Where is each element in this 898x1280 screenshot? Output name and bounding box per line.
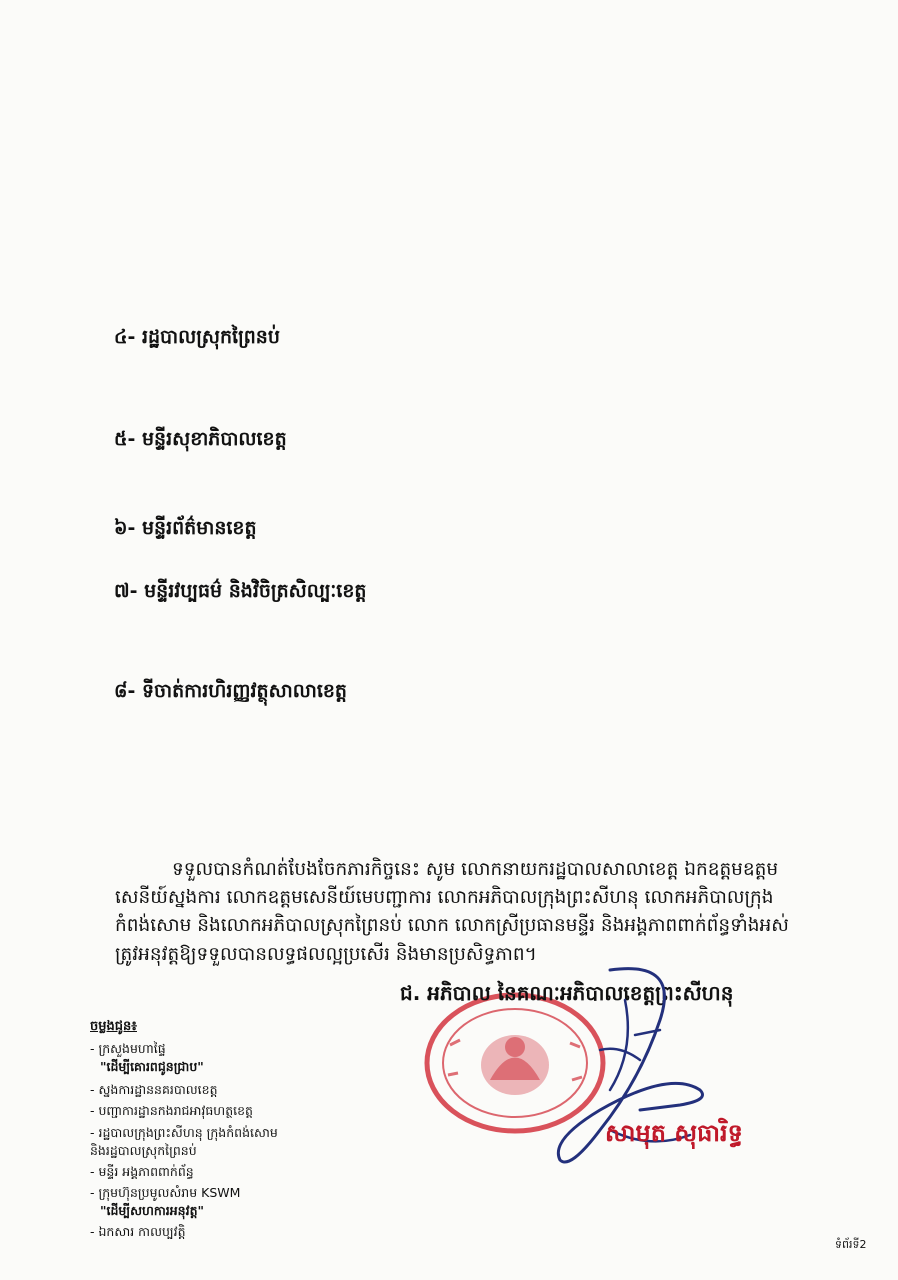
page-number: ទំព័រទី2 xyxy=(835,1238,867,1251)
cc-note: "ដើម្បីគោរពជូនជ្រាប" xyxy=(100,1059,204,1074)
cc-item: - ស្នងការដ្ឋាននគរបាលខេត្ត xyxy=(90,1082,218,1097)
cc-item: - ក្រុមហ៊ុនប្រមូលសំរាម KSWM xyxy=(90,1185,241,1200)
closing-line-2: សេនីយ៍ស្នងការ លោកឧត្តមសេនីយ៍មេបញ្ជាការ លោកអភិបាលក្រុងព្រះសីហនុ លោកអភិបាលក្រុង xyxy=(115,887,774,908)
signature-title: ជ. អភិបាល នៃគណៈអភិបាលខេត្តព្រះសីហនុ xyxy=(400,981,734,1005)
section-heading-7: ៧- មន្ទីរវប្បធម៌ និងវិចិត្រសិល្បៈខេត្ត xyxy=(114,580,367,602)
cc-heading: ចម្លងជូន៖ xyxy=(90,1019,137,1034)
signer-name: សាមុត សុធារិទ្ធ xyxy=(605,1119,743,1147)
cc-item: និងរដ្ឋបាលស្រុកព្រៃនប់ xyxy=(90,1143,197,1158)
section-heading-8: ៨- ទីចាត់ការហិរញ្ញវត្ថុសាលាខេត្ត xyxy=(114,680,347,702)
cc-note: "ដើម្បីសហការអនុវត្ត" xyxy=(100,1203,205,1218)
cc-item: - រដ្ឋបាលក្រុងព្រះសីហនុ ក្រុងកំពង់សោម xyxy=(90,1125,278,1140)
closing-line-4: ត្រូវអនុវត្តឱ្យទទួលបានលទ្ធផលល្អប្រសើរ និងមានប្រសិទ្ធភាព។ xyxy=(115,944,537,965)
cc-item: - ក្រសួងមហាផ្ទៃ xyxy=(90,1041,166,1056)
cc-item: - បញ្ជាការដ្ឋានកងរាជអាវុធហត្ថខេត្ត xyxy=(90,1103,253,1118)
closing-line-3: កំពង់សោម និងលោកអភិបាលស្រុកព្រៃនប់ លោក លោកស្រីប្រធានមន្ទីរ និងអង្គភាពពាក់ព័ន្ធទាំងអស់ xyxy=(115,915,789,936)
section-heading-5: ៥- មន្ទីរសុខាភិបាលខេត្ត xyxy=(114,428,287,450)
section-heading-4: ៤- រដ្ឋបាលស្រុកព្រៃនប់ xyxy=(114,326,280,348)
cc-item: - មន្ទីរ អង្គភាពពាក់ព័ន្ធ xyxy=(90,1164,194,1179)
closing-line-1: ទទួលបានកំណត់បែងចែកភារកិច្ចនេះ សូម លោកនាយករដ្ឋបាលសាលាខេត្ត ឯកឧត្តមឧត្តម xyxy=(172,859,779,880)
handwritten-signature-icon xyxy=(540,960,720,1190)
cc-item: - ឯកសារ កាលប្បវត្តិ xyxy=(90,1224,186,1239)
section-heading-6: ៦- មន្ទីរព័ត៌មានខេត្ត xyxy=(114,517,257,539)
